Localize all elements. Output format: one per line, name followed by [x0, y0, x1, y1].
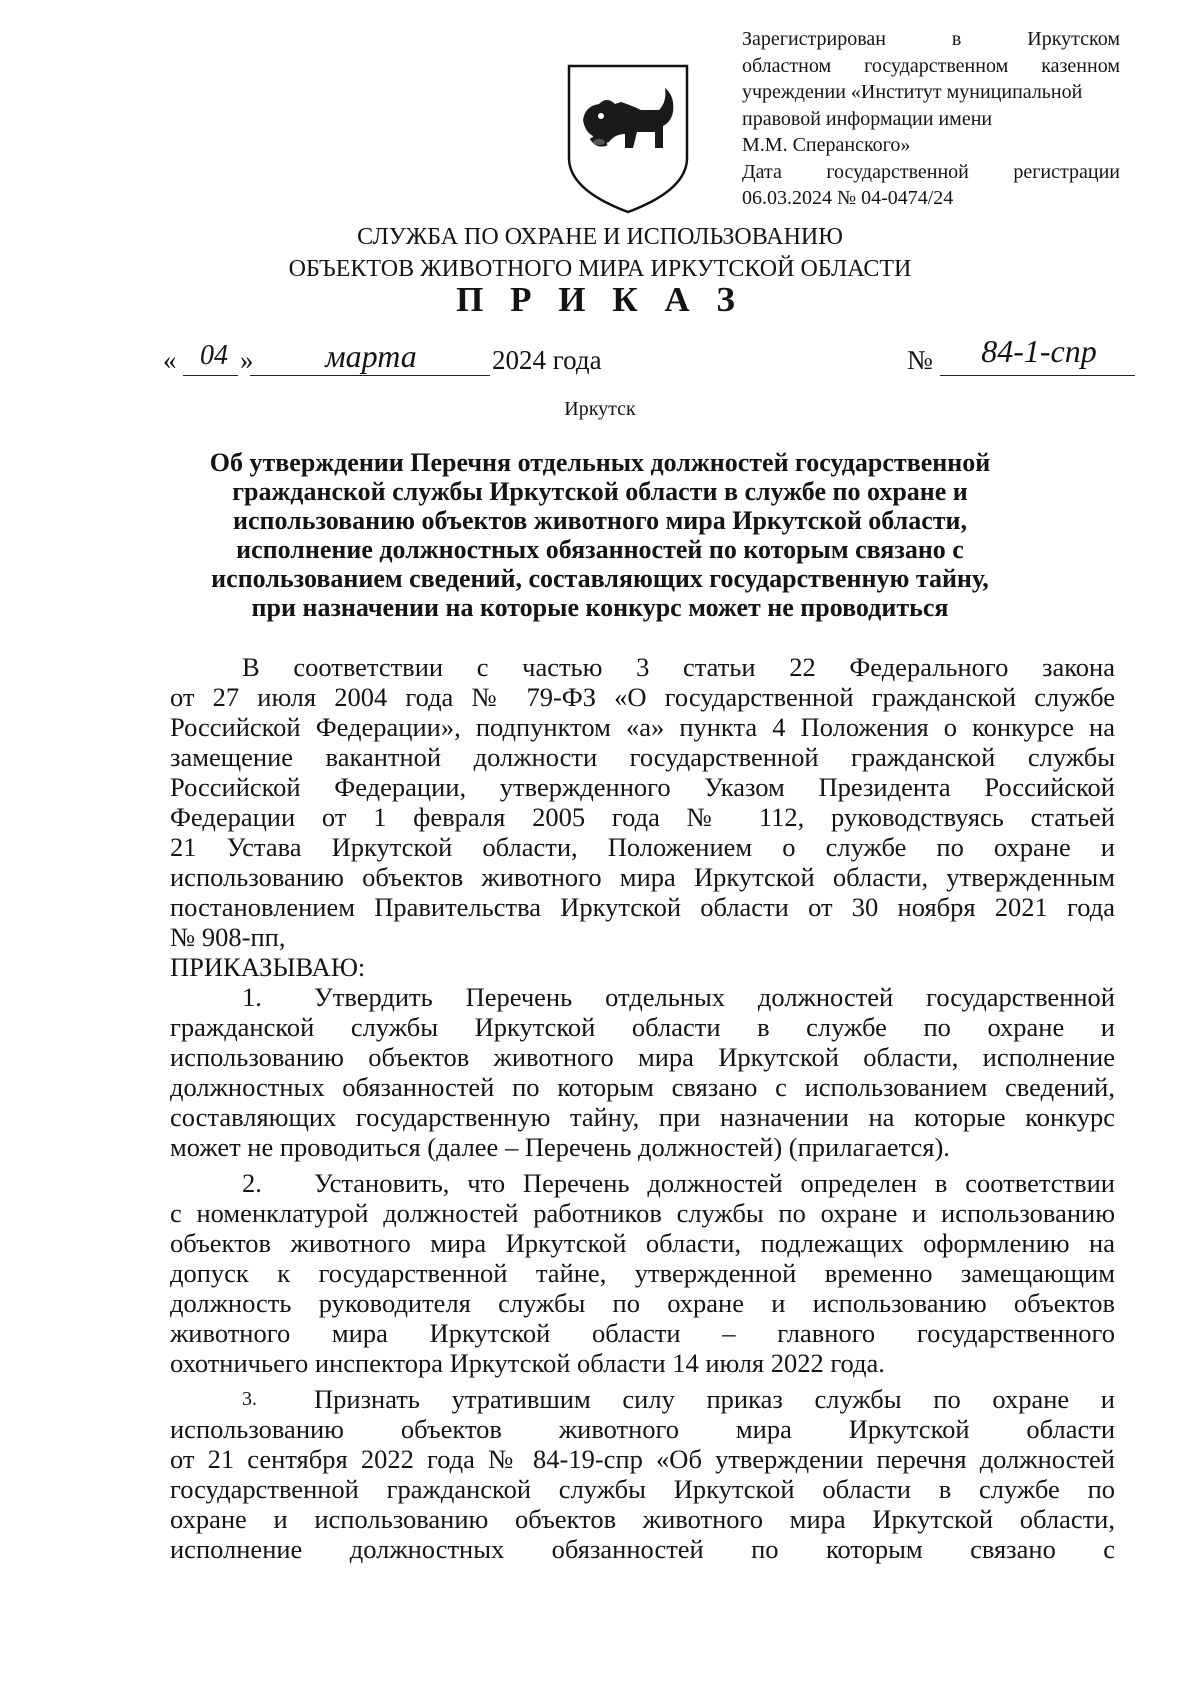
heading-line: исполнение должностных обязанностей по которым связано с	[236, 535, 964, 564]
body-line: Установить, что Перечень должностей определен в соответствии	[314, 1168, 1115, 1198]
body-line: составляющих государственную тайну, при назначении на которые конкурс	[170, 1102, 1115, 1132]
body-line: использованию объектов животного мира Иркутской области, утвержденным	[170, 862, 1115, 892]
date-day-underline	[183, 375, 238, 376]
body-line: Российской Федерации», подпунктом «а» пункта 4 Положения о конкурсе на	[170, 712, 1115, 742]
body-line: использованию объектов животного мира Иркутской области, исполнение	[170, 1042, 1115, 1072]
body-line: охране и использованию объектов животного мира Иркутской области,	[170, 1504, 1115, 1534]
body-line: Утвердить Перечень отдельных должностей государственной	[314, 982, 1115, 1012]
body-line: постановлением Правительства Иркутской области от 30 ноября 2021 года	[170, 892, 1115, 922]
body-line: № 908-пп,	[170, 922, 286, 952]
body-line: государственной гражданской службы Иркутской области в службе по	[170, 1474, 1115, 1504]
organization-name-line1: СЛУЖБА ПО ОХРАНЕ И ИСПОЛЬЗОВАНИЮ	[357, 224, 843, 250]
registration-line: 06.03.2024 № 04-0474/24	[742, 187, 954, 209]
body-line: животного мира Иркутской области – главного государственного	[170, 1318, 1115, 1348]
date-year: 2024 года	[492, 345, 602, 375]
item-number: 3.	[242, 1388, 257, 1410]
body-line-order-word: ПРИКАЗЫВАЮ:	[170, 952, 366, 982]
body-line: охотничьего инспектора Иркутской области 14 июля 2022 года.	[170, 1348, 885, 1378]
heading-line: гражданской службы Иркутской области в службе по охране и	[232, 477, 968, 506]
body-line: В соответствии с частью 3 статьи 22 Федерального закона	[242, 652, 1115, 682]
body-line: Признать утратившим силу приказ службы по охране и	[314, 1384, 1115, 1414]
document-type-title: П Р И К А З	[456, 280, 744, 319]
item-number: 2.	[242, 1168, 262, 1198]
city-name: Иркутск	[564, 398, 636, 420]
registration-note	[742, 26, 1120, 212]
order-heading	[150, 448, 1050, 622]
item-number: 1.	[242, 982, 262, 1012]
body-line: использованию объектов животного мира Иркутской области	[170, 1414, 1115, 1444]
body-line: замещение вакантной должности государственной гражданской службы	[170, 742, 1115, 772]
date-close-quote: »	[240, 345, 254, 375]
heading-line: при назначении на которые конкурс может не проводиться	[251, 593, 949, 622]
coat-of-arms-emblem	[563, 62, 693, 216]
number-sign: №	[907, 345, 933, 375]
registration-line: областном государственном казенном	[742, 54, 1120, 77]
body-line: должностных обязанностей по которым связано с использованием сведений,	[170, 1072, 1115, 1102]
body-line: может не проводиться (далее – Перечень должностей) (прилагается).	[170, 1132, 950, 1162]
body-line: исполнение должностных обязанностей по которым связано с	[170, 1534, 1115, 1564]
registration-line: учреждении «Институт муниципальной	[742, 81, 1083, 103]
body-line: гражданской службы Иркутской области в службе по охране и	[170, 1012, 1115, 1042]
body-line: Федерации от 1 февраля 2005 года № 112, руководствуясь статьей	[170, 802, 1115, 832]
heading-line: использованием сведений, составляющих государственную тайну,	[211, 564, 989, 593]
registration-line: М.М. Сперанского»	[742, 134, 911, 156]
order-number-underline	[940, 375, 1135, 376]
date-month-handwritten: марта	[325, 338, 417, 374]
heading-line: Об утверждении Перечня отдельных должностей государственной	[209, 448, 991, 477]
body-line: объектов животного мира Иркутской области, подлежащих оформлению на	[170, 1228, 1115, 1258]
order-number-handwritten: 84-1-спр	[981, 333, 1097, 369]
body-line: должность руководителя службы по охране и использованию объектов	[170, 1288, 1115, 1318]
body-line: Российской Федерации, утвержденного Указом Президента Российской	[170, 772, 1115, 802]
body-line: с номенклатурой должностей работников службы по охране и использованию	[170, 1198, 1115, 1228]
organization-name-line2: ОБЪЕКТОВ ЖИВОТНОГО МИРА ИРКУТСКОЙ ОБЛАСТИ	[288, 256, 912, 282]
body-line: от 27 июля 2004 года № 79-ФЗ «О государственной гражданской службе	[170, 682, 1115, 712]
body-line: допуск к государственной тайне, утвержденной временно замещающим	[170, 1258, 1115, 1288]
registration-line: Дата государственной регистрации	[742, 160, 1120, 183]
registration-line: правовой информации имени	[742, 107, 993, 130]
registration-line: Зарегистрирован в Иркутском	[742, 28, 1120, 50]
date-day-handwritten: 04	[200, 340, 228, 371]
date-open-quote: «	[163, 345, 177, 375]
body-line: от 21 сентября 2022 года № 84-19-спр «Об утверждении перечня должностей	[170, 1444, 1115, 1474]
heading-line: использованию объектов животного мира Иркутской области,	[232, 506, 968, 535]
date-month-underline	[250, 375, 490, 376]
body-line: 21 Устава Иркутской области, Положением о службе по охране и	[170, 832, 1115, 862]
